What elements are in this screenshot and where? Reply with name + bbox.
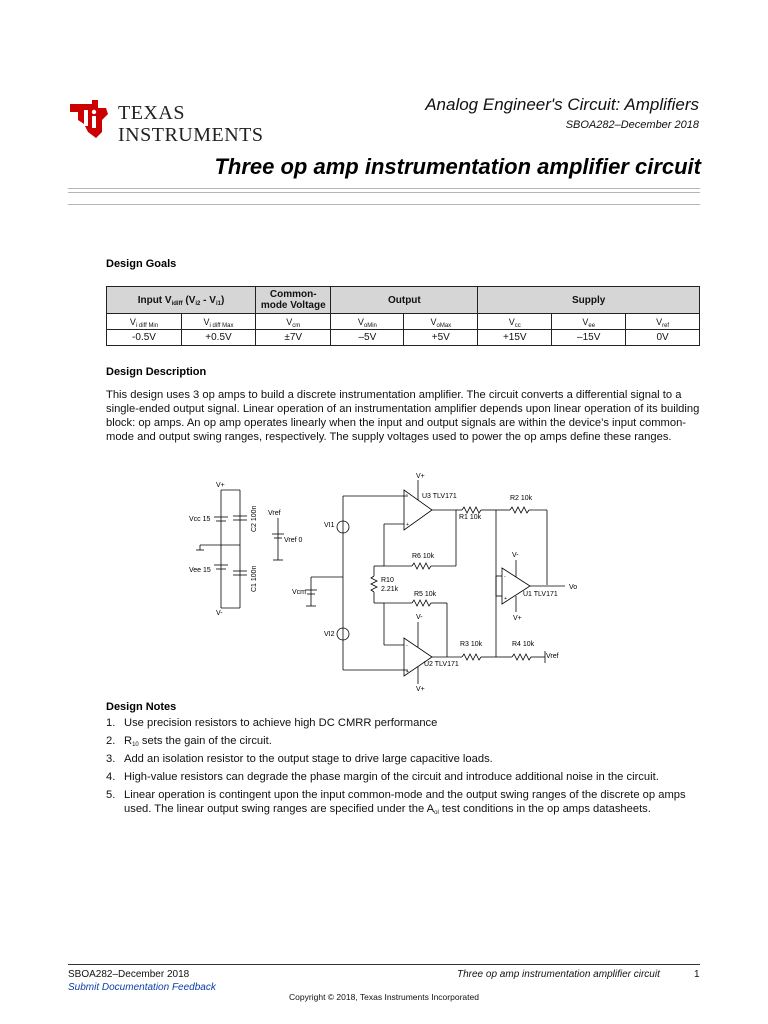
label-u2-plus: + bbox=[406, 669, 409, 675]
circuit-schematic bbox=[186, 466, 586, 696]
design-description-text: This design uses 3 op amps to build a discrete instrumentation amplifier. The circuit converts a differential signal to a single-ended output signal. Linear operation of an instrumentation amplifier depends upon linear operation of its building block: op amps. An op amp operates linearly when the input and output signals are within the device’s input common-mode and output swing ranges, respectively. The supply voltages used to power the op amps define these ranges. bbox=[106, 389, 700, 443]
label-r3: R3 10k bbox=[460, 641, 483, 648]
submit-feedback-link[interactable]: Submit Documentation Feedback bbox=[68, 982, 216, 993]
design-goals-heading: Design Goals bbox=[106, 258, 177, 270]
value-cell: –5V bbox=[331, 330, 404, 346]
value-cell: +0.5V bbox=[181, 330, 255, 346]
page-title: Three op amp instrumentation amplifier circuit bbox=[214, 154, 701, 179]
footer-doc-number: SBOA282–December 2018 bbox=[68, 969, 190, 980]
label-r6: R6 10k bbox=[412, 553, 435, 560]
design-description-heading: Design Description bbox=[106, 366, 207, 378]
label-vcc: Vcc 15 bbox=[189, 516, 211, 523]
label-r4: R4 10k bbox=[512, 641, 535, 648]
symbol-row bbox=[107, 314, 700, 330]
title-rule bbox=[68, 192, 700, 193]
label-vo: Vo bbox=[569, 584, 578, 591]
value-row bbox=[107, 330, 700, 346]
label-c2: C2 100n bbox=[251, 505, 258, 532]
symbol-cell: $V_{oMax}$ bbox=[404, 314, 478, 330]
list-item: 2. $R_{10}$ sets the gain of the circuit. bbox=[106, 735, 272, 748]
doc-series: Analog Engineer's Circuit: Amplifiers bbox=[425, 95, 699, 114]
symbol-cell: $V_{cm}$ bbox=[256, 314, 331, 330]
supply-header: Supply bbox=[478, 287, 700, 314]
ti-wordmark bbox=[118, 102, 264, 146]
label-u1-plus: + bbox=[504, 596, 507, 602]
label-r2: R2 10k bbox=[510, 495, 533, 502]
label-u2-minus: - bbox=[406, 643, 408, 649]
design-goals-table bbox=[106, 286, 700, 346]
label-u3-minus: - bbox=[406, 492, 408, 498]
logo-line2: INSTRUMENTS bbox=[118, 124, 264, 146]
label-u2-vminus: V- bbox=[416, 614, 423, 621]
list-item: 4. High-value resistors can degrade the phase margin of the circuit and introduce additional noise in the circuit. bbox=[106, 771, 659, 783]
value-cell: +5V bbox=[404, 330, 478, 346]
label-c1: C1 100n bbox=[251, 565, 258, 592]
symbol-cell: $V_{ref}$ bbox=[626, 314, 700, 330]
value-cell: –15V bbox=[552, 330, 626, 346]
ti-logo bbox=[66, 98, 264, 146]
label-u3: U3 TLV171 bbox=[422, 493, 457, 500]
logo-line1: TEXAS bbox=[118, 102, 185, 124]
label-u3-plus: + bbox=[406, 522, 409, 528]
label-r10-value: 2.21k bbox=[381, 586, 399, 593]
label-r10: R10 bbox=[381, 577, 394, 584]
doc-number: SBOA282–December 2018 bbox=[565, 119, 699, 131]
list-item: 1. Use precision resistors to achieve high DC CMRR performance bbox=[106, 717, 438, 729]
common-mode-header: Common- mode Voltage bbox=[256, 287, 331, 314]
label-u1-minus: - bbox=[504, 574, 506, 580]
label-vplus: V+ bbox=[216, 482, 225, 489]
label-vcm: Vcm bbox=[292, 589, 306, 596]
label-vee: Vee 15 bbox=[189, 567, 211, 574]
label-vref0: Vref 0 bbox=[284, 537, 303, 544]
value-cell: +15V bbox=[478, 330, 552, 346]
label-vi1: VI1 bbox=[324, 522, 335, 529]
input-group-header: Input $V_{idiff}$ $(V_{i2} - V_{i1})$ bbox=[107, 287, 256, 314]
list-item: 3. Add an isolation resistor to the output stage to drive large capacitive loads. bbox=[106, 753, 493, 765]
symbol-cell: $V_{cc}$ bbox=[478, 314, 552, 330]
label-u2: U2 TLV171 bbox=[424, 661, 459, 668]
label-r5: R5 10k bbox=[414, 591, 437, 598]
footer-rule bbox=[68, 964, 700, 965]
ti-logo-icon bbox=[66, 98, 112, 140]
footer-title: Three op amp instrumentation amplifier circuit bbox=[457, 969, 660, 980]
output-header: Output bbox=[331, 287, 478, 314]
label-u3-vplus: V+ bbox=[416, 473, 425, 480]
symbol-cell: $V_{oMin}$ bbox=[331, 314, 404, 330]
design-notes-list bbox=[106, 716, 702, 820]
page-number: 1 bbox=[694, 969, 700, 980]
copyright: Copyright © 2018, Texas Instruments Incorporated bbox=[289, 992, 479, 1002]
symbol-cell: $V_{i diff Min}$ bbox=[107, 314, 182, 330]
label-r1: R1 10k bbox=[459, 514, 482, 521]
label-u1: U1 TLV171 bbox=[523, 591, 558, 598]
label-vi2: VI2 bbox=[324, 631, 335, 638]
value-cell: -0.5V bbox=[107, 330, 182, 346]
title-rule bbox=[68, 204, 700, 205]
label-vref: Vref bbox=[268, 510, 281, 517]
title-rule bbox=[68, 188, 700, 189]
design-notes-heading: Design Notes bbox=[106, 701, 177, 713]
symbol-cell: $V_{ee}$ bbox=[552, 314, 626, 330]
list-item: 5. Linear operation is contingent upon the input common-mode and the output swing ranges of the discrete op amps used. The linear output swing ranges are specified under the $A_{ol}$ test conditions in the op amps datasheets. bbox=[106, 789, 686, 816]
label-r4-vref: Vref bbox=[546, 653, 559, 660]
symbol-cell: $V_{i diff Max}$ bbox=[181, 314, 255, 330]
label-vminus: V- bbox=[216, 610, 223, 617]
value-cell: 0V bbox=[626, 330, 700, 346]
label-u1-vplus: V+ bbox=[513, 615, 522, 622]
value-cell: ±7V bbox=[256, 330, 331, 346]
label-u1-vminus: V- bbox=[512, 552, 519, 559]
label-u2-vplus: V+ bbox=[416, 686, 425, 693]
